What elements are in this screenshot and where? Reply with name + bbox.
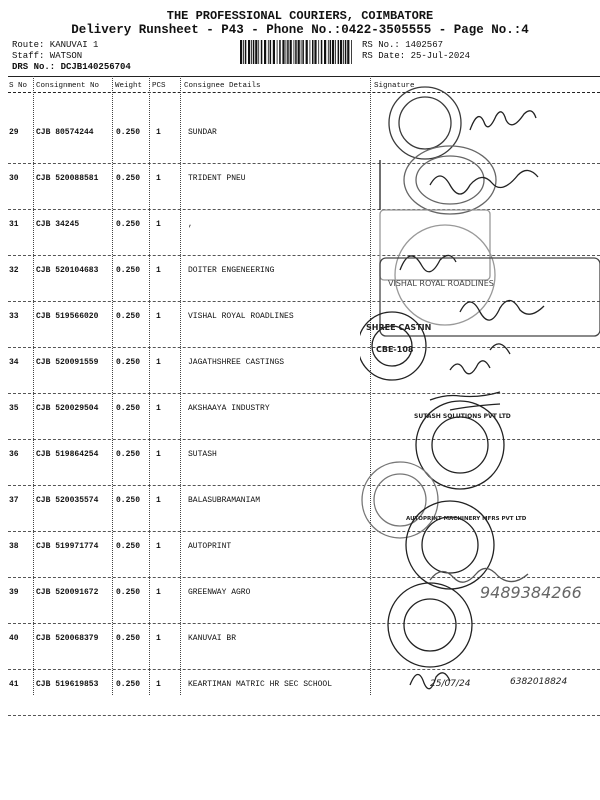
row-consignment-no: CJB 520068379 xyxy=(36,634,99,643)
row-consignee: , xyxy=(188,220,193,229)
stamp-text-autoprint: AUTOPRINT MACHINERY MFRS PVT LTD xyxy=(406,516,527,522)
row-consignment-no: CJB 80574244 xyxy=(36,128,94,137)
row-consignee: AUTOPRINT xyxy=(188,542,232,551)
row-pcs: 1 xyxy=(156,634,161,643)
row-pcs: 1 xyxy=(156,680,161,689)
row-consignment-no: CJB 520091559 xyxy=(36,358,99,367)
col-sno: S No xyxy=(9,82,28,90)
row-consignment-no: CJB 34245 xyxy=(36,220,80,229)
row-consignee: SUTASH xyxy=(188,450,217,459)
rs-number: RS No.: 1402567 xyxy=(362,40,444,50)
row-sno: 36 xyxy=(9,450,19,459)
row-consignment-no: CJB 520029504 xyxy=(36,404,99,413)
row-consignment-no: CJB 519864254 xyxy=(36,450,99,459)
row-sno: 41 xyxy=(9,680,19,689)
stamp-text-cbe-108: CBE-108 xyxy=(376,345,414,354)
row-sno: 35 xyxy=(9,404,19,413)
row-weight: 0.250 xyxy=(116,266,141,275)
row-weight: 0.250 xyxy=(116,128,141,137)
col-consignment: Consignment No xyxy=(36,82,100,90)
row-weight: 0.250 xyxy=(116,542,141,551)
col-signature: Signature xyxy=(374,82,415,90)
row-pcs: 1 xyxy=(156,174,161,183)
row-weight: 0.250 xyxy=(116,174,141,183)
col-consignee: Consignee Details xyxy=(184,82,261,90)
bank-seal xyxy=(362,462,438,538)
row-weight: 0.250 xyxy=(116,588,141,597)
runsheet-title: Delivery Runsheet - P43 - Phone No.:0422-3505555 - Page No.:4 xyxy=(71,23,529,37)
row-pcs: 1 xyxy=(156,128,161,137)
rs-date: RS Date: 25-Jul-2024 xyxy=(362,51,471,61)
row-consignee: SUNDAR xyxy=(188,128,217,137)
row-pcs: 1 xyxy=(156,358,161,367)
handwritten-number: 6382018824 xyxy=(510,677,568,687)
kanuvai-bank-seal xyxy=(388,583,472,667)
row-pcs: 1 xyxy=(156,588,161,597)
row-consignee: KEARTIMAN MATRIC HR SEC SCHOOL xyxy=(188,680,333,689)
row-sno: 32 xyxy=(9,266,19,275)
row-consignee: TRIDENT PNEU xyxy=(188,174,246,183)
handwritten-date: 25/07/24 xyxy=(430,679,471,689)
col-weight: Weight xyxy=(115,82,143,90)
row-pcs: 1 xyxy=(156,220,161,229)
row-consignee: GREENWAY AGRO xyxy=(188,588,251,597)
row-pcs: 1 xyxy=(156,542,161,551)
row-sno: 30 xyxy=(9,174,19,183)
col-pcs: PCS xyxy=(152,82,166,90)
row-sno: 39 xyxy=(9,588,19,597)
row-weight: 0.250 xyxy=(116,634,141,643)
row-weight: 0.250 xyxy=(116,404,141,413)
row-sno: 29 xyxy=(9,128,19,137)
row-weight: 0.250 xyxy=(116,220,141,229)
drs-number: DRS No.: DCJB140256704 xyxy=(12,62,131,72)
row-consignment-no: CJB 520088581 xyxy=(36,174,99,183)
stamp-text-shree-castin: SHREE CASTIN xyxy=(366,323,432,332)
row-weight: 0.250 xyxy=(116,496,141,505)
signature-39 xyxy=(430,568,528,582)
row-pcs: 1 xyxy=(156,404,161,413)
row-sno: 37 xyxy=(9,496,19,505)
table-top-rule xyxy=(8,76,600,77)
row-pcs: 1 xyxy=(156,266,161,275)
row-consignment-no: CJB 519566020 xyxy=(36,312,99,321)
row-consignment-no: CJB 520091672 xyxy=(36,588,99,597)
row-consignment-no: CJB 519619853 xyxy=(36,680,99,689)
autoprint-seal xyxy=(406,501,494,589)
row-sno: 40 xyxy=(9,634,19,643)
row-consignee: VISHAL ROYAL ROADLINES xyxy=(188,312,294,321)
row-sno: 34 xyxy=(9,358,19,367)
row-pcs: 1 xyxy=(156,312,161,321)
route-label: Route: KANUVAI 1 xyxy=(12,40,99,50)
row-sno: 38 xyxy=(9,542,19,551)
row-consignee: AKSHAAYA INDUSTRY xyxy=(188,404,270,413)
row-consignee: DOITER ENGENEERING xyxy=(188,266,275,275)
row-pcs: 1 xyxy=(156,450,161,459)
row-weight: 0.250 xyxy=(116,680,141,689)
signature-34 xyxy=(450,344,510,374)
row-consignee: JAGATHSHREE CASTINGS xyxy=(188,358,285,367)
staff-label: Staff: WATSON xyxy=(12,51,83,61)
company-seal xyxy=(404,146,496,214)
company-title: THE PROFESSIONAL COURIERS, COIMBATORE xyxy=(166,9,434,23)
stamp-text-sutash: SUTASH SOLUTIONS PVT LTD xyxy=(414,413,511,420)
signature-30 xyxy=(380,160,538,210)
row-consignment-no: CJB 519971774 xyxy=(36,542,99,551)
row-consignment-no: CJB 520035574 xyxy=(36,496,99,505)
signature-29 xyxy=(470,111,536,130)
row-weight: 0.250 xyxy=(116,358,141,367)
row-sno: 33 xyxy=(9,312,19,321)
barcode xyxy=(240,40,355,64)
row-weight: 0.250 xyxy=(116,312,141,321)
row-consignment-no: CJB 520104683 xyxy=(36,266,99,275)
row-pcs: 1 xyxy=(156,496,161,505)
row-consignee: KANUVAI BR xyxy=(188,634,237,643)
stamp-text-vishal: VISHAL ROYAL ROADLINES xyxy=(388,279,494,288)
company-seal xyxy=(389,87,461,159)
row-weight: 0.250 xyxy=(116,450,141,459)
row-sno: 31 xyxy=(9,220,19,229)
handwritten-phone: 9489384266 xyxy=(480,583,582,602)
signature-stamps-area xyxy=(360,80,600,720)
row-consignee: BALASUBRAMANIAM xyxy=(188,496,261,505)
